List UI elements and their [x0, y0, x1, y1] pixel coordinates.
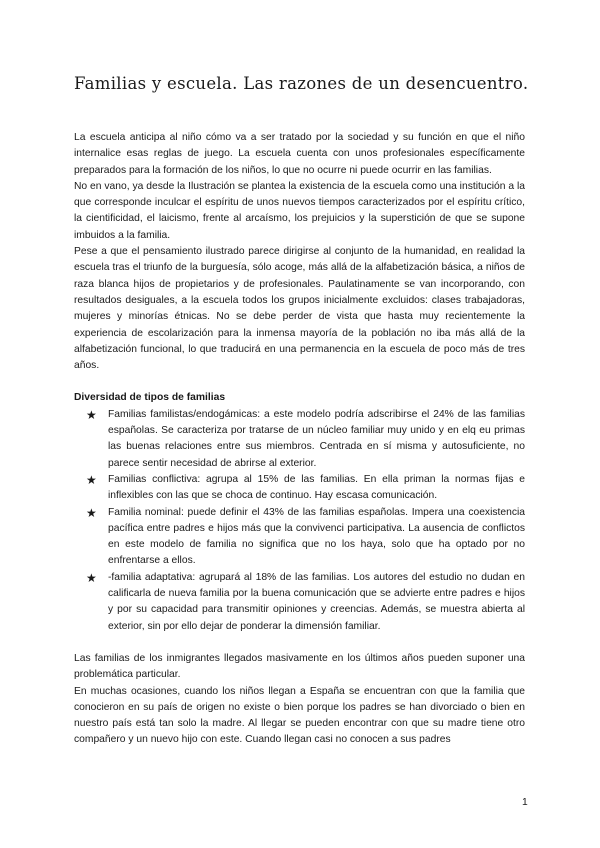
- intro-paragraph: No en vano, ya desde la Ilustración se plantea la existencia de la escuela como una institución a la que corresponde inculcar el espíritu de unos nuevos tiempos caracterizados por el espíritu crítico, la cientificidad, el laicismo, frente al arcaísmo, los prejuicios y la superstición de que se supone imbuidos a la familia.: [74, 180, 525, 241]
- section-heading: Diversidad de tipos de familias: [74, 392, 226, 404]
- star-bullet-icon: ★: [86, 472, 97, 487]
- list-item-text: -familia adaptativa: agrupará al 18% de las familias. Los autores del estudio no dudan en calificarla de nueva familia por la buena comunicación que se advierte entre padres e hijos y por su capacidad para transmitir opiniones y creencias. Además, se muestra abierta al exterior, sin por ello dejar de ponderar la dimensión familiar.: [108, 571, 525, 632]
- list-item: [86, 407, 525, 472]
- closing-paragraph: En muchas ocasiones, cuando los niños llegan a España se encuentran con que la familia que conocieron en su país de origen no existe o bien porque los padres se han divorciado o bien en nuestro país está tan solo la madre. Al llegar se pueden encontrar con que su madre tiene otro compañero y un nuevo hijo con este. Cuando llegan casi no conocen a sus padres: [74, 685, 525, 746]
- list-item-text: Familias familistas/endogámicas: a este modelo podría adscribirse el 24% de las familias españolas. Se caracteriza por tratarse de un núcleo familiar muy unido y en elq eu primas las buenas relaciones entre sus miembros. Centrada en sí misma y autosuficiente, no parece sentir necesidad de abrirse al exterior.: [108, 408, 525, 469]
- star-bullet-icon: ★: [86, 505, 97, 520]
- intro-paragraph: Pese a que el pensamiento ilustrado parece dirigirse al conjunto de la humanidad, en realidad la escuela tras el triunfo de la burguesía, sólo acoge, más allá de la alfabetización básica, a niños de raza blanca hijos de propietarios y de profesionales. Paulatinamente se van incorporando, con resultados desiguales, a la escuela todos los grupos inicialmente excluidos: clases trabajadoras, mujeres y minorías étnicas. No se debe perder de vista que hasta muy recientemente la experiencia de escolarización para la inmensa mayoría de la población no iba más allá de la alfabetización funcional, lo que traducirá en una permanencia en la escuela de poco más de tres años.: [74, 246, 525, 372]
- document-page: [74, 0, 529, 848]
- document-body: [74, 130, 525, 749]
- list-item: [86, 472, 525, 505]
- intro-paragraph: La escuela anticipa al niño cómo va a ser tratado por la sociedad y su función en que el niño internalice esas reglas de juego. La escuela cuenta con unos profesionales específicamente preparados para la formación de los niños, lo que no ocurre ni puede ocurrir en las familias.: [74, 132, 525, 176]
- family-types-list: [74, 407, 525, 635]
- star-bullet-icon: ★: [86, 407, 97, 422]
- document-title: Familias y escuela. Las razones de un desencuentro.: [74, 74, 529, 93]
- star-bullet-icon: ★: [86, 570, 97, 585]
- list-item-text: Familia nominal: puede definir el 43% de las familias españolas. Impera una coexistencia pacífica entre padres e hijos más que la convivenci participativa. La ausencia de conflictos en este modelo de familia no significa que no los haya, solo que ha optado por no enfrentarse a ellos.: [108, 506, 525, 567]
- spacer: [74, 635, 525, 651]
- list-item: [86, 505, 525, 570]
- page-number: 1: [522, 797, 528, 808]
- closing-paragraph: Las familias de los inmigrantes llegados masivamente en los últimos años pueden suponer una problemática particular.: [74, 652, 525, 681]
- list-item-text: Familias conflictiva: agrupa al 15% de las familias. En ella priman la normas fijas e inflexibles con las que se choca de continuo. Hay escasa comunicación.: [108, 473, 525, 502]
- spacer: [74, 374, 525, 390]
- list-item: [86, 570, 525, 635]
